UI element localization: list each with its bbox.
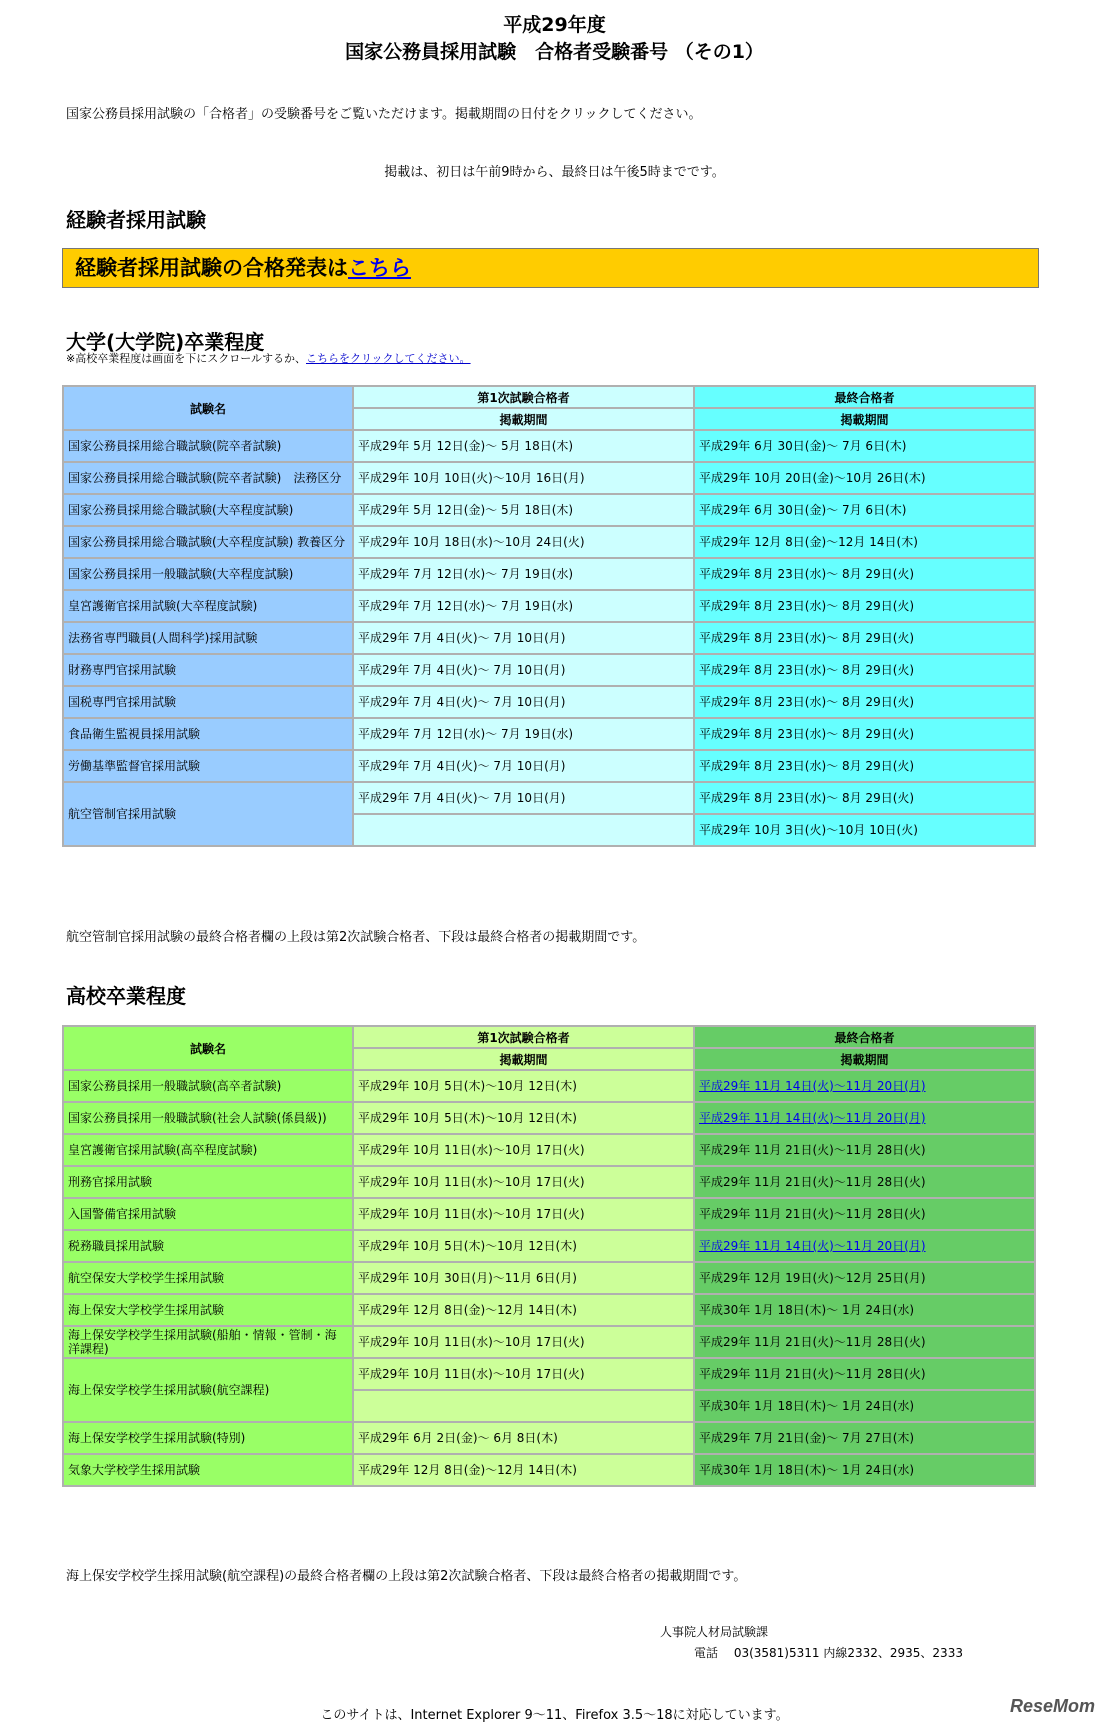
first-stage-period-cell: 平成29年 10月 11日(水)～10月 17日(火) — [353, 1358, 694, 1390]
first-stage-period-cell: 平成29年 7月 4日(火)～ 7月 10日(月) — [353, 782, 694, 814]
university-heading: 大学(大学院)卒業程度 — [66, 330, 265, 354]
column-header-period: 掲載期間 — [353, 408, 694, 430]
final-period-cell: 平成30年 1月 18日(木)～ 1月 24日(水) — [694, 1294, 1035, 1326]
first-stage-period-cell: 平成29年 10月 5日(木)～10月 12日(木) — [353, 1070, 694, 1102]
final-period-cell: 平成29年 8月 23日(水)～ 8月 29日(火) — [694, 558, 1035, 590]
intro-text: 国家公務員採用試験の「合格者」の受験番号をご覧いただけます。掲載期間の日付をクリックしてください。 — [66, 107, 702, 122]
final-period-cell: 平成29年 11月 21日(火)～11月 28日(火) — [694, 1198, 1035, 1230]
scroll-to-highschool-link[interactable]: こちらをクリックしてください。 — [306, 352, 471, 365]
exam-name-cell: 海上保安学校学生採用試験(特別) — [63, 1422, 353, 1454]
first-stage-period-cell: 平成29年 10月 11日(水)～10月 17日(火) — [353, 1134, 694, 1166]
table-row — [63, 1198, 1035, 1230]
table-row — [63, 1070, 1035, 1102]
empty-cell — [353, 1390, 694, 1422]
exam-name-cell: 航空保安大学校学生採用試験 — [63, 1262, 353, 1294]
scroll-note — [66, 350, 471, 366]
resemom-logo: ReseMom — [1009, 1696, 1095, 1716]
column-header-first-stage: 第1次試験合格者 — [353, 1026, 694, 1048]
period-link[interactable]: 平成29年 11月 14日(火)～11月 20日(月) — [699, 1239, 926, 1253]
first-stage-period-cell: 平成29年 10月 18日(水)～10月 24日(火) — [353, 526, 694, 558]
final-period-cell: 平成29年 12月 19日(火)～12月 25日(月) — [694, 1262, 1035, 1294]
table-row — [63, 1422, 1035, 1454]
table-row — [63, 1102, 1035, 1134]
final-period-cell: 平成29年 11月 21日(火)～11月 28日(火) — [694, 1134, 1035, 1166]
column-header-final: 最終合格者 — [694, 1026, 1035, 1048]
exam-name-cell: 国家公務員採用総合職試験(院卒者試験) 法務区分 — [63, 462, 353, 494]
first-stage-period-cell: 平成29年 6月 2日(金)～ 6月 8日(木) — [353, 1422, 694, 1454]
exam-name-cell: 財務専門官採用試験 — [63, 654, 353, 686]
highschool-results-table — [62, 1025, 1036, 1487]
table-row — [63, 1230, 1035, 1262]
scroll-note-text: ※高校卒業程度は画面を下にスクロールするか、 — [66, 352, 306, 365]
experienced-banner-text: 経験者採用試験の合格発表は — [75, 256, 348, 280]
exam-name-cell: 労働基準監督官採用試験 — [63, 750, 353, 782]
experienced-banner — [62, 248, 1039, 288]
table-row — [63, 494, 1035, 526]
browser-compatibility-text: このサイトは、Internet Explorer 9～11、Firefox 3.5～18に対応しています。 — [320, 1708, 789, 1723]
exam-name-cell: 刑務官採用試験 — [63, 1166, 353, 1198]
final-period-cell: 平成29年 8月 23日(水)～ 8月 29日(火) — [694, 686, 1035, 718]
first-stage-period-cell: 平成29年 10月 30日(月)～11月 6日(月) — [353, 1262, 694, 1294]
exam-name-cell: 国家公務員採用総合職試験(院卒者試験) — [63, 430, 353, 462]
final-period-cell: 平成29年 12月 8日(金)～12月 14日(木) — [694, 526, 1035, 558]
page-title — [0, 12, 1109, 66]
final-period-cell: 平成29年 11月 21日(火)～11月 28日(火) — [694, 1166, 1035, 1198]
second-stage-period-cell: 平成29年 8月 23日(水)～ 8月 29日(火) — [694, 782, 1035, 814]
table-row — [63, 686, 1035, 718]
exam-name-cell: 国家公務員採用一般職試験(大卒程度試験) — [63, 558, 353, 590]
highschool-footnote: 海上保安学校学生採用試験(航空課程)の最終合格者欄の上段は第2次試験合格者、下段は最終合格者の掲載期間です。 — [66, 1569, 747, 1584]
final-period-cell: 平成29年 8月 23日(水)～ 8月 29日(火) — [694, 590, 1035, 622]
first-stage-period-cell: 平成29年 10月 10日(火)～10月 16日(月) — [353, 462, 694, 494]
first-stage-period-cell: 平成29年 12月 8日(金)～12月 14日(木) — [353, 1294, 694, 1326]
final-period-cell: 平成29年 6月 30日(金)～ 7月 6日(木) — [694, 494, 1035, 526]
exam-name-cell: 海上保安大学校学生採用試験 — [63, 1294, 353, 1326]
table-row — [63, 782, 1035, 814]
page-title-line2: 国家公務員採用試験 合格者受験番号 （その1） — [345, 41, 764, 63]
university-footnote: 航空管制官採用試験の最終合格者欄の上段は第2次試験合格者、下段は最終合格者の掲載期間です。 — [66, 930, 646, 945]
column-header-period: 掲載期間 — [694, 408, 1035, 430]
final-period-cell — [694, 1070, 1035, 1102]
table-row — [63, 622, 1035, 654]
experienced-heading: 経験者採用試験 — [66, 208, 206, 232]
exam-name-cell: 国税専門官採用試験 — [63, 686, 353, 718]
exam-name-cell: 航空管制官採用試験 — [63, 782, 353, 846]
exam-name-cell: 入国警備官採用試験 — [63, 1198, 353, 1230]
column-header-exam: 試験名 — [63, 386, 353, 430]
final-period-cell: 平成29年 8月 23日(水)～ 8月 29日(火) — [694, 622, 1035, 654]
table-row — [63, 558, 1035, 590]
exam-name-cell: 海上保安学校学生採用試験(航空課程) — [63, 1358, 353, 1422]
table-row — [63, 1358, 1035, 1390]
table-row — [63, 1454, 1035, 1486]
second-stage-period-cell: 平成29年 11月 21日(火)～11月 28日(火) — [694, 1358, 1035, 1390]
first-stage-period-cell: 平成29年 10月 11日(水)～10月 17日(火) — [353, 1198, 694, 1230]
publication-hours-text: 掲載は、初日は午前9時から、最終日は午後5時までです。 — [384, 165, 725, 180]
first-stage-period-cell: 平成29年 7月 4日(火)～ 7月 10日(月) — [353, 654, 694, 686]
exam-name-cell: 気象大学校学生採用試験 — [63, 1454, 353, 1486]
exam-name-cell: 法務省専門職員(人間科学)採用試験 — [63, 622, 353, 654]
first-stage-period-cell: 平成29年 7月 12日(水)～ 7月 19日(水) — [353, 718, 694, 750]
final-period-cell: 平成29年 11月 21日(火)～11月 28日(火) — [694, 1326, 1035, 1358]
first-stage-period-cell: 平成29年 12月 8日(金)～12月 14日(木) — [353, 1454, 694, 1486]
final-period-cell: 平成29年 6月 30日(金)～ 7月 6日(木) — [694, 430, 1035, 462]
exam-name-cell: 皇宮護衛官採用試験(高卒程度試験) — [63, 1134, 353, 1166]
final-period-cell: 平成29年 7月 21日(金)～ 7月 27日(木) — [694, 1422, 1035, 1454]
experienced-banner-link[interactable]: こちら — [348, 256, 411, 280]
exam-name-cell: 食品衛生監視員採用試験 — [63, 718, 353, 750]
university-results-table — [62, 385, 1036, 847]
empty-cell — [353, 814, 694, 846]
highschool-heading: 高校卒業程度 — [66, 984, 186, 1008]
first-stage-period-cell: 平成29年 5月 12日(金)～ 5月 18日(木) — [353, 430, 694, 462]
column-header-exam: 試験名 — [63, 1026, 353, 1070]
exam-name-cell: 海上保安学校学生採用試験(船舶・情報・管制・海洋課程) — [63, 1326, 353, 1358]
table-row — [63, 462, 1035, 494]
exam-name-cell: 国家公務員採用総合職試験(大卒程度試験) 教養区分 — [63, 526, 353, 558]
final-period-cell: 平成29年 10月 20日(金)～10月 26日(木) — [694, 462, 1035, 494]
table-row — [63, 1166, 1035, 1198]
contact-department: 人事院人材局試験課 — [660, 1625, 769, 1639]
table-row — [63, 750, 1035, 782]
final-period-cell: 平成29年 8月 23日(水)～ 8月 29日(火) — [694, 654, 1035, 686]
period-link[interactable]: 平成29年 11月 14日(火)～11月 20日(月) — [699, 1079, 926, 1093]
table-row — [63, 1134, 1035, 1166]
column-header-period: 掲載期間 — [353, 1048, 694, 1070]
table-row — [63, 1294, 1035, 1326]
table-row — [63, 654, 1035, 686]
exam-name-cell: 国家公務員採用一般職試験(社会人試験(係員級)) — [63, 1102, 353, 1134]
first-stage-period-cell: 平成29年 5月 12日(金)～ 5月 18日(木) — [353, 494, 694, 526]
first-stage-period-cell: 平成29年 7月 4日(火)～ 7月 10日(月) — [353, 750, 694, 782]
table-row — [63, 718, 1035, 750]
page-title-line1: 平成29年度 — [503, 14, 606, 36]
first-stage-period-cell: 平成29年 7月 4日(火)～ 7月 10日(月) — [353, 686, 694, 718]
exam-name-cell: 国家公務員採用一般職試験(高卒者試験) — [63, 1070, 353, 1102]
first-stage-period-cell: 平成29年 10月 11日(水)～10月 17日(火) — [353, 1326, 694, 1358]
first-stage-period-cell: 平成29年 10月 11日(水)～10月 17日(火) — [353, 1166, 694, 1198]
final-period-cell — [694, 1230, 1035, 1262]
final-period-cell: 平成29年 8月 23日(水)～ 8月 29日(火) — [694, 718, 1035, 750]
column-header-period: 掲載期間 — [694, 1048, 1035, 1070]
exam-name-cell: 皇宮護衛官採用試験(大卒程度試験) — [63, 590, 353, 622]
exam-name-cell: 国家公務員採用総合職試験(大卒程度試験) — [63, 494, 353, 526]
final-period-cell: 平成29年 8月 23日(水)～ 8月 29日(火) — [694, 750, 1035, 782]
final-period-cell: 平成30年 1月 18日(木)～ 1月 24日(水) — [694, 1454, 1035, 1486]
column-header-first-stage: 第1次試験合格者 — [353, 386, 694, 408]
table-row — [63, 590, 1035, 622]
final-period-cell: 平成29年 10月 3日(火)～10月 10日(火) — [694, 814, 1035, 846]
final-period-cell: 平成30年 1月 18日(木)～ 1月 24日(水) — [694, 1390, 1035, 1422]
period-link[interactable]: 平成29年 11月 14日(火)～11月 20日(月) — [699, 1111, 926, 1125]
column-header-final: 最終合格者 — [694, 386, 1035, 408]
first-stage-period-cell: 平成29年 7月 12日(水)～ 7月 19日(水) — [353, 590, 694, 622]
table-row — [63, 526, 1035, 558]
first-stage-period-cell: 平成29年 7月 4日(火)～ 7月 10日(月) — [353, 622, 694, 654]
final-period-cell — [694, 1102, 1035, 1134]
contact-phone: 電話 03(3581)5311 内線2332、2935、2333 — [694, 1646, 963, 1660]
first-stage-period-cell: 平成29年 7月 12日(水)～ 7月 19日(水) — [353, 558, 694, 590]
table-row — [63, 1326, 1035, 1358]
first-stage-period-cell: 平成29年 10月 5日(木)～10月 12日(木) — [353, 1102, 694, 1134]
first-stage-period-cell: 平成29年 10月 5日(木)～10月 12日(木) — [353, 1230, 694, 1262]
table-row — [63, 430, 1035, 462]
exam-name-cell: 税務職員採用試験 — [63, 1230, 353, 1262]
table-row — [63, 1262, 1035, 1294]
